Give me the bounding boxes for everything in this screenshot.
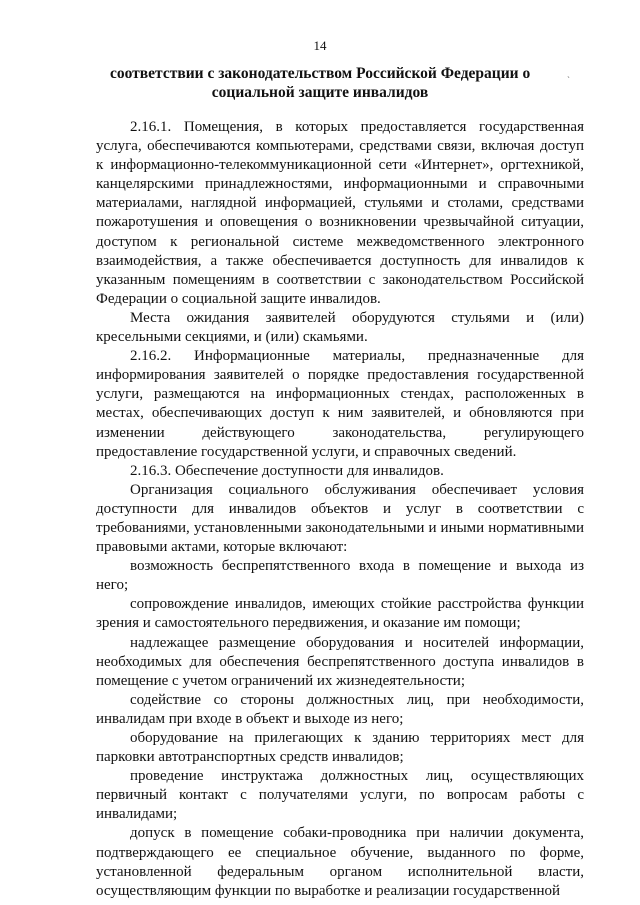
- heading-line-1: соответствии с законодательством Российской Федерации о: [110, 65, 531, 82]
- paragraph-waiting-places: Места ожидания заявителей оборудуются стульями и (или) кресельными секциями, и (или) скамьями.: [96, 309, 584, 346]
- body-text: [96, 118, 584, 901]
- paragraph-accessibility-conditions: Организация социального обслуживания обеспечивает условия доступности для инвалидов объектов и услуг в соответствии с требованиями, установленными законодательными и иными нормативными правовыми актами, которые включают:: [96, 481, 584, 556]
- paragraph-2-16-3: 2.16.3. Обеспечение доступности для инвалидов.: [130, 462, 444, 479]
- paragraph-2-16-1: 2.16.1. Помещения, в которых предоставляется государственная услуга, обеспечиваются компьютерами, средствами связи, включая доступ к информационно-телекоммуникационной сети «Интернет», оргтехникой, канцелярскими принадлежностями, информационными и справочными материалами, наглядной информацией, стульями и столами, средствами пожаротушения и оповещения о возникновении чрезвычайной ситуации, доступом к региональной системе межведомственного электронного взаимодействия, а также обеспечивается доступность для инвалидов к указанным помещениям в соответствии с законодательством Российской Федерации о социальной защите инвалидов.: [96, 119, 584, 307]
- page-number: 14: [313, 38, 327, 53]
- list-item-parking: оборудование на прилегающих к зданию территориях мест для парковки автотранспортных средств инвалидов;: [96, 730, 584, 766]
- list-item-staff-briefing: проведение инструктажа должностных лиц, осуществляющих первичный контакт с получателями услуги, по вопросам работы с инвалидами;: [96, 768, 584, 823]
- list-item-staff-assistance: содействие со стороны должностных лиц, при необходимости, инвалидам при входе в объект и выходе из него;: [96, 691, 584, 727]
- scan-speck: `: [567, 75, 570, 85]
- list-item-guide-dog: допуск в помещение собаки-проводника при наличии документа, подтверждающего ее специальное обучение, выданного по форме, установленной федеральным органом исполнительной власти, осуществляющим функции по выработке и реализации государственной: [96, 825, 584, 899]
- paragraph-2-16-2: 2.16.2. Информационные материалы, предназначенные для информирования заявителей о порядке предоставления государственной услуги, размещаются на информационных стендах, расположенных в местах, обеспечивающих доступ к ним заявителей, и обновляются при изменении действующего законодательства, регулирующего предоставление государственной услуги, и справочных сведений.: [96, 348, 584, 460]
- heading-line-2: социальной защите инвалидов: [211, 84, 429, 101]
- list-item-entry-exit: возможность беспрепятственного входа в помещение и выхода из него;: [96, 558, 584, 594]
- section-heading: [110, 64, 530, 102]
- list-item-escort: сопровождение инвалидов, имеющих стойкие расстройства функции зрения и самостоятельного передвижения, и оказание им помощи;: [96, 596, 584, 632]
- list-item-equipment-placement: надлежащее размещение оборудования и носителей информации, необходимых для обеспечения беспрепятственного доступа инвалидов в помещение с учетом ограничений их жизнедеятельности;: [96, 634, 584, 689]
